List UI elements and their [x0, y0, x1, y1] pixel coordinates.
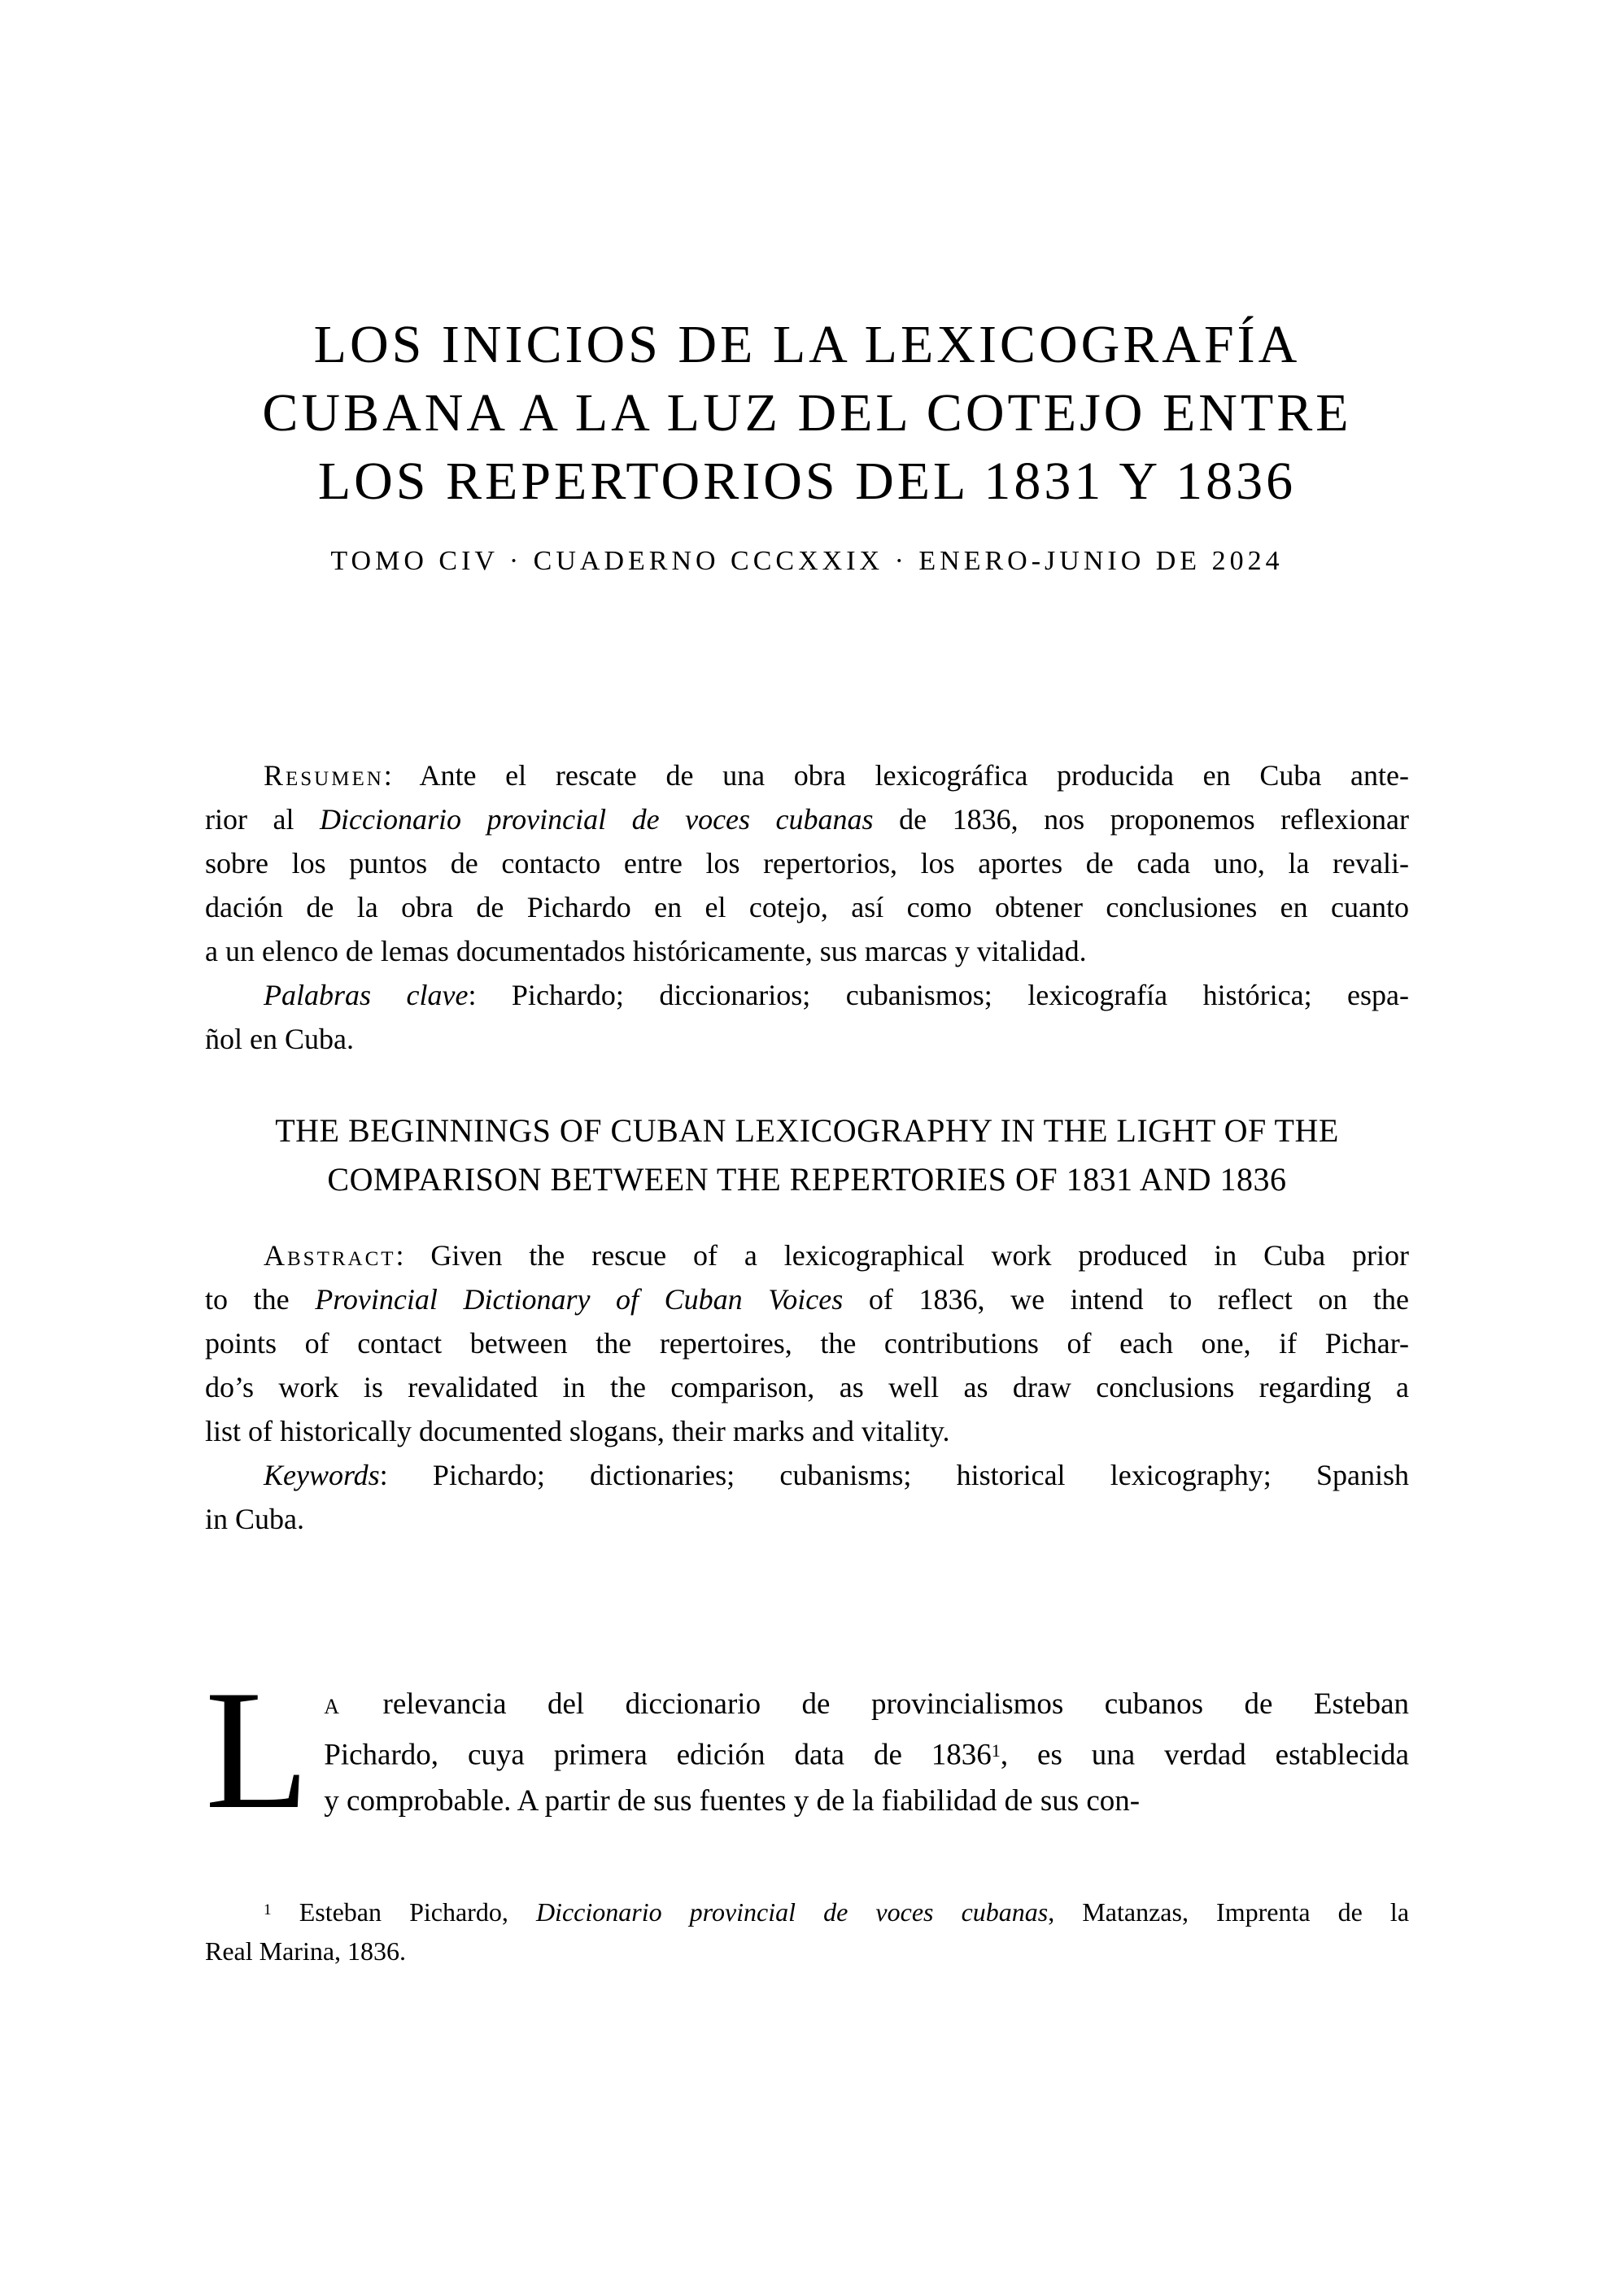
english-title-line-2: COMPARISON BETWEEN THE REPERTORIES OF 1831 AND 1836 [327, 1161, 1287, 1198]
text-line: to the Provincial Dictionary of Cuban Voices of 1836, we intend to reflect on the [205, 1283, 1409, 1316]
keywords-paragraph [205, 1453, 1409, 1541]
text-line: list of historically documented slogans, their marks and vitality. [205, 1415, 950, 1447]
text-line: Real Marina, 1836. [205, 1936, 407, 1966]
text-line: $^1$ Esteban Pichardo, Diccionario provincial de voces cubanas, Matanzas, Imprenta de la [264, 1897, 1410, 1927]
opening-paragraph [205, 1656, 1409, 1844]
text-line: ñol en Cuba. [205, 1023, 354, 1055]
issue-volume-line: TOMO CIV · CUADERNO CCCXXIX · ENERO-JUNIO DE 2024 [330, 546, 1284, 576]
text-line: Palabras clave: Pichardo; diccionarios; cubanismos; lexicografía histórica; espa- [264, 979, 1410, 1011]
text-line: y comprobable. A partir de sus fuentes y de la fiabilidad de sus con- [324, 1784, 1141, 1818]
resumen-paragraph [205, 753, 1409, 973]
article-title-line-1: LOS INICIOS DE LA LEXICOGRAFÍA [313, 315, 1301, 374]
text-line: dación de la obra de Pichardo en el cotejo, así como obtener conclusiones en cuanto [205, 891, 1409, 923]
palabras-clave-paragraph [205, 973, 1409, 1061]
drop-cap-letter: L [205, 1656, 310, 1844]
text-line: rior al Diccionario provincial de voces cubanas de 1836, nos proponemos reflexionar [205, 803, 1409, 836]
opening-paragraph-text [205, 1656, 1409, 1844]
article-title-line-3: LOS REPERTORIOS DEL 1831 Y 1836 [317, 452, 1297, 511]
text-line: a relevancia del diccionario de provincialismos cubanos de Esteban [324, 1687, 1409, 1721]
text-line: do’s work is revalidated in the comparison, as well as draw conclusions regarding a [205, 1371, 1409, 1403]
text-line: a un elenco de lemas documentados históricamente, sus marcas y vitalidad. [205, 935, 1087, 967]
text-line: in Cuba. [205, 1503, 304, 1535]
english-title-line-1: THE BEGINNINGS OF CUBAN LEXICOGRAPHY IN THE LIGHT OF THE [275, 1112, 1339, 1149]
text-line: sobre los puntos de contacto entre los repertorios, los aportes de cada uno, la revali- [205, 847, 1409, 880]
text-line: Keywords: Pichardo; dictionaries; cubanisms; historical lexicography; Spanish [264, 1459, 1409, 1491]
text-line: Abstract: Given the rescue of a lexicographical work produced in Cuba prior [264, 1239, 1409, 1272]
footnote-1 [205, 1891, 1409, 1971]
english-title [205, 1107, 1409, 1204]
article-title [205, 0, 1409, 516]
abstract-paragraph [205, 1233, 1409, 1453]
article-title-line-2: CUBANA A LA LUZ DEL COTEJO ENTRE [262, 383, 1352, 443]
text-line: points of contact between the repertoires, the contributions of each one, if Pichar- [205, 1327, 1409, 1360]
text-line: Resumen: Ante el rescate de una obra lexicográfica producida en Cuba ante- [264, 759, 1409, 792]
text-line: Pichardo, cuya primera edición data de 1836$^1$, es una verdad establecida [324, 1738, 1409, 1772]
